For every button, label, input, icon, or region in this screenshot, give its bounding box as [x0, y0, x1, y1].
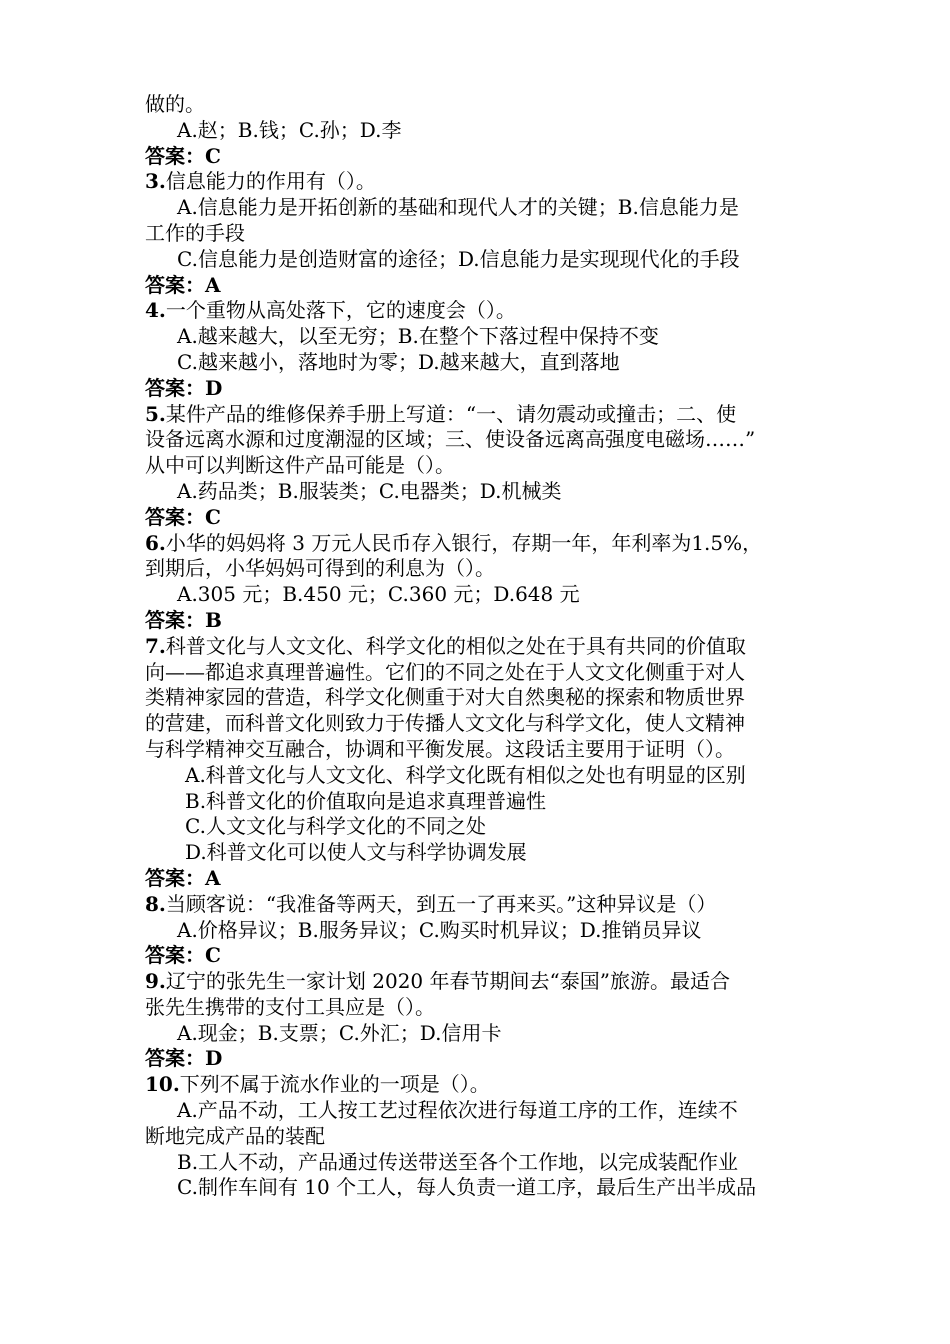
q10-stem — [145, 1072, 810, 1098]
q4-number: 4. — [145, 298, 166, 323]
q7-stem-text: 科普文化与人文文化、科学文化的相似之处在于具有共同的价值取 — [165, 633, 746, 658]
q8-options: A.价格异议；B.服务异议；C.购买时机异议；D.推销员异议 — [177, 917, 702, 942]
q10-number: 10. — [145, 1072, 180, 1097]
q7-stem-5: 与科学精神交互融合，协调和平衡发展。这段话主要用于证明（）。 — [145, 736, 735, 761]
q3-stem-text: 信息能力的作用有（）。 — [165, 169, 376, 194]
q7-stem-4: 的营建，而科普文化则致力于传播人文文化与科学文化，使人文精神 — [145, 711, 745, 736]
q5-stem-text: 某件产品的维修保养手册上写道：“一、请勿震动或撞击；二、使 — [165, 401, 737, 426]
q7-option-d: D.科普文化可以使人文与科学协调发展 — [185, 840, 527, 865]
q10-stem-text: 下列不属于流水作业的一项是（）。 — [179, 1072, 490, 1097]
q8-answer: 答案：C — [145, 943, 221, 968]
q6-stem-2: 到期后，小华妈妈可得到的利息为（）。 — [145, 556, 495, 581]
q9-stem-1 — [145, 969, 810, 995]
q5-answer: 答案：C — [145, 504, 221, 529]
q5-stem-1 — [145, 402, 810, 428]
q10-option-a-1: A.产品不动，工人按工艺过程依次进行每道工序的工作，连续不 — [177, 1098, 738, 1123]
q8-number: 8. — [145, 891, 166, 916]
q5-stem-3: 从中可以判断这件产品可能是（）。 — [145, 453, 455, 478]
q3-option-line-1: A.信息能力是开拓创新的基础和现代人才的关键；B.信息能力是 — [177, 195, 739, 220]
q3-number: 3. — [145, 169, 166, 194]
q3-stem — [145, 169, 810, 195]
q6-options: A.305 元；B.450 元；C.360 元；D.648 元 — [177, 582, 580, 607]
q2-options: A.赵；B.钱；C.孙；D.李 — [177, 117, 402, 142]
q9-stem-2: 张先生携带的支付工具应是（）。 — [145, 994, 435, 1019]
q7-option-c: C.人文文化与科学文化的不同之处 — [185, 814, 486, 839]
q2-stem-tail: 做的。 — [145, 92, 205, 116]
q10-option-c: C.制作车间有 10 个工人，每人负责一道工序，最后生产出半成品 — [177, 1175, 757, 1200]
q8-stem-text: 当顾客说：“我准备等两天，到五一了再来买。”这种异议是（） — [165, 891, 717, 916]
q8-stem — [145, 892, 810, 918]
question-list — [145, 92, 810, 1201]
q3-option-line-2: C.信息能力是创造财富的途径；D.信息能力是实现现代化的手段 — [177, 246, 740, 271]
q4-option-line-2: C.越来越小，落地时为零；D.越来越大，直到落地 — [177, 349, 620, 374]
q7-option-b: B.科普文化的价值取向是追求真理普遍性 — [185, 788, 547, 813]
q6-stem-1 — [145, 531, 810, 557]
q6-answer: 答案：B — [145, 607, 222, 632]
q6-number: 6. — [145, 530, 166, 555]
q9-stem-text: 辽宁的张先生一家计划 2020 年春节期间去“泰国”旅游。最适合 — [165, 969, 730, 994]
q2-answer: 答案：C — [145, 143, 221, 168]
q7-number: 7. — [145, 633, 166, 658]
q4-answer: 答案：D — [145, 375, 223, 400]
q7-stem-3: 类精神家园的营造，科学文化侧重于对大自然奥秘的探索和物质世界 — [145, 685, 745, 710]
q3-option-line-1-cont: 工作的手段 — [145, 220, 245, 245]
q9-options: A.现金；B.支票；C.外汇；D.信用卡 — [177, 1020, 502, 1045]
q3-answer: 答案：A — [145, 272, 221, 297]
q5-options: A.药品类；B.服装类；C.电器类；D.机械类 — [177, 478, 562, 503]
q7-stem-2: 向——都追求真理普遍性。它们的不同之处在于人文文化侧重于对人 — [145, 659, 745, 684]
q5-stem-2: 设备远离水源和过度潮湿的区域；三、使设备远离高强度电磁场……” — [145, 427, 756, 452]
q7-answer: 答案：A — [145, 865, 221, 890]
q4-stem — [145, 298, 810, 324]
q9-number: 9. — [145, 969, 166, 994]
q5-number: 5. — [145, 401, 166, 426]
q9-answer: 答案：D — [145, 1046, 223, 1071]
q10-option-b: B.工人不动，产品通过传送带送至各个工作地，以完成装配作业 — [177, 1149, 739, 1174]
q4-option-line-1: A.越来越大，以至无穷；B.在整个下落过程中保持不变 — [177, 324, 659, 349]
q4-stem-text: 一个重物从高处落下，它的速度会（）。 — [165, 298, 516, 323]
q10-option-a-2: 断地完成产品的装配 — [145, 1123, 325, 1148]
q6-stem-text: 小华的妈妈将 3 万元人民币存入银行，存期一年，年利率为1.5%， — [165, 530, 763, 555]
q7-stem-1 — [145, 634, 810, 660]
q7-option-a: A.科普文化与人文文化、科学文化既有相似之处也有明显的区别 — [185, 762, 746, 787]
